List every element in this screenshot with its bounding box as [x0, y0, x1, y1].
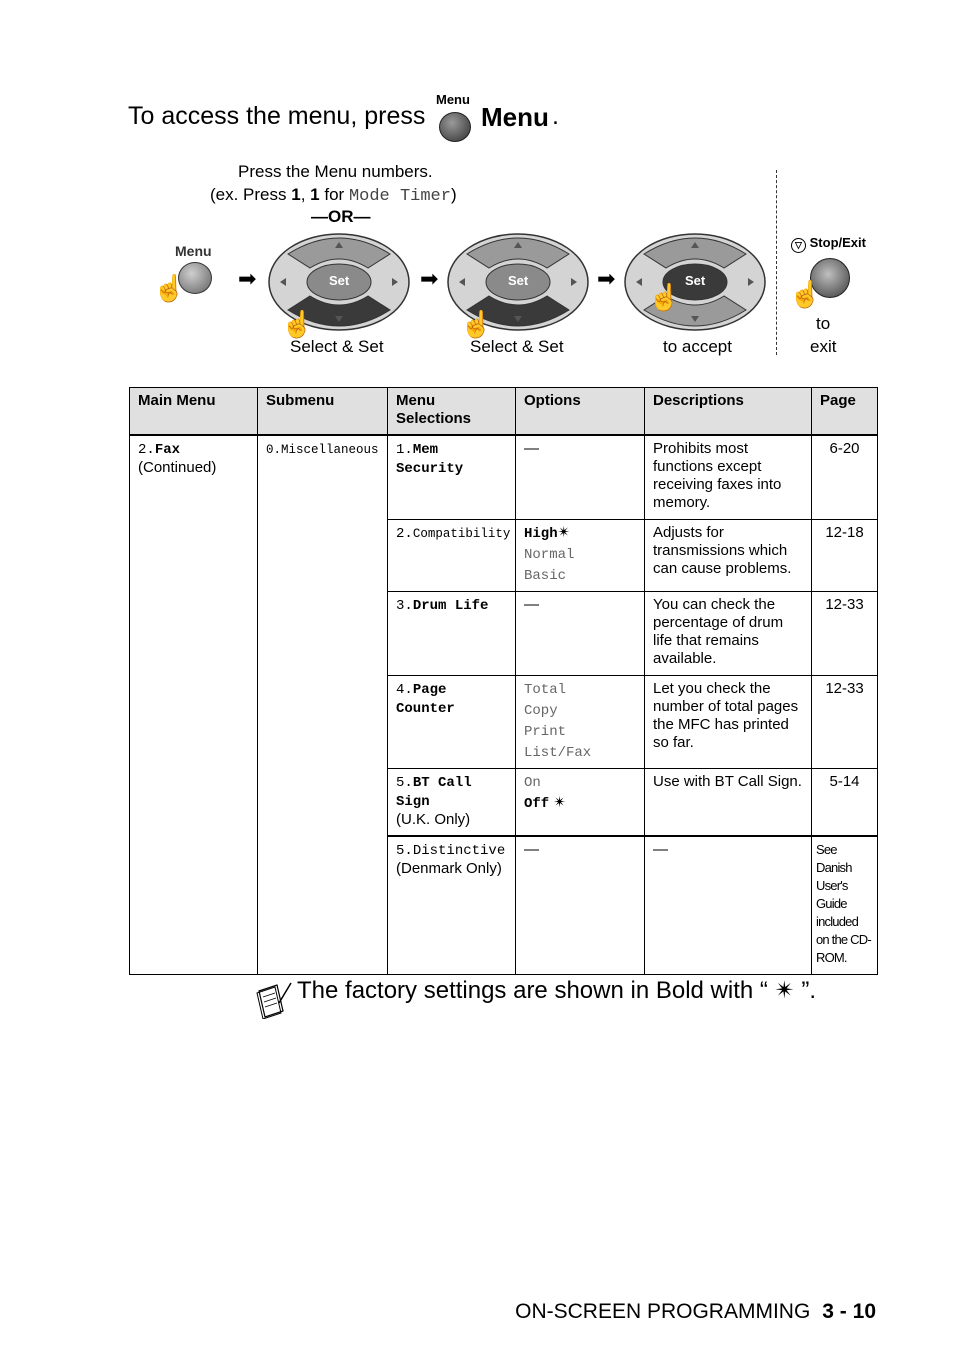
- default-star-icon: ✴: [553, 793, 566, 811]
- page-cell: 12-18: [812, 519, 878, 591]
- instruction-line-1: Press the Menu numbers.: [238, 162, 433, 181]
- option-dash: —: [524, 841, 539, 858]
- selection-name: Page Counter: [396, 681, 455, 717]
- caption-select-set-2: Select & Set: [470, 337, 564, 356]
- option-label: High: [524, 525, 558, 542]
- pointing-hand-icon: ☝: [153, 273, 186, 303]
- submenu-cell: [258, 435, 388, 974]
- arrow-right-icon: ➡: [238, 266, 257, 291]
- instruction-separator: ,: [300, 185, 311, 204]
- pointing-hand-icon: ☝: [281, 309, 314, 339]
- description-cell: —: [645, 836, 812, 974]
- page-cell: 5-14: [812, 768, 878, 836]
- main-menu-note: (Continued): [138, 459, 217, 476]
- header-submenu: Submenu: [258, 388, 388, 436]
- selection-number: 5.: [396, 774, 413, 791]
- option-label: Copy: [524, 702, 558, 719]
- pointing-hand-icon: ☝: [460, 309, 493, 339]
- footer-page-number: 3 - 10: [822, 1300, 876, 1323]
- option-label: Normal: [524, 546, 575, 563]
- selection-note: (U.K. Only): [396, 810, 471, 828]
- page-heading: [128, 102, 425, 131]
- heading-menu-word: Menu: [481, 102, 549, 132]
- selection-number: 1.: [396, 442, 413, 458]
- options-cell: [516, 768, 645, 836]
- main-menu-number: 2.: [138, 442, 155, 458]
- options-cell: [516, 675, 645, 768]
- option-default: [524, 524, 636, 545]
- options-cell: [516, 519, 645, 591]
- arrow-right-icon: ➡: [597, 266, 616, 291]
- selection-name: Mem Security: [396, 442, 464, 477]
- set-button-label: Set: [508, 273, 529, 288]
- option-label: Off: [524, 795, 550, 812]
- selection-cell: [388, 519, 516, 591]
- instruction-text: ): [450, 185, 457, 204]
- selection-number: 4.: [396, 681, 413, 698]
- page-cell: 12-33: [812, 591, 878, 675]
- menu-button-icon: [439, 112, 471, 142]
- header-options: Options: [516, 388, 645, 436]
- selection-cell: [388, 768, 516, 836]
- instruction-number: 1: [291, 185, 301, 204]
- stop-exit-text: Stop/Exit: [809, 235, 866, 250]
- header-page: Page: [812, 388, 878, 436]
- header-menu-selections: Menu Selections: [388, 388, 516, 436]
- default-star-icon: ✴: [557, 523, 571, 541]
- options-cell: [516, 836, 645, 974]
- instruction-line-2: [210, 185, 457, 206]
- instruction-text: (ex. Press: [210, 185, 292, 204]
- instruction-text: for: [319, 185, 349, 204]
- pointing-hand-icon: ☝: [789, 279, 822, 309]
- selection-cell: [388, 675, 516, 768]
- option-label: Print: [524, 723, 567, 740]
- caption-select-set-1: Select & Set: [290, 337, 384, 356]
- selection-name: Drum Life: [412, 597, 489, 614]
- selection-number: 3.: [396, 597, 413, 614]
- arrow-right-icon: ➡: [420, 266, 439, 291]
- selection-note: (Denmark Only): [396, 860, 502, 877]
- selection-name: Distinctive: [412, 843, 506, 859]
- table-header-row: [130, 388, 878, 436]
- description-cell: Let you check the number of total pages the MFC has printed so far.: [645, 675, 812, 768]
- menu-button-label: Menu: [175, 243, 212, 259]
- selection-number: 2.: [396, 525, 413, 542]
- submenu-name: Miscellaneous: [281, 443, 379, 457]
- heading-period: .: [552, 102, 559, 130]
- options-cell: [516, 435, 645, 519]
- option-dash: —: [524, 595, 539, 613]
- instruction-number: 1: [310, 185, 320, 204]
- menu-icon-label: Menu: [436, 92, 470, 107]
- set-button-label: Set: [329, 273, 350, 288]
- description-cell: Adjusts for transmissions which can cause problems.: [645, 519, 812, 591]
- page-cell: 6-20: [812, 435, 878, 519]
- or-label: —OR—: [311, 207, 371, 226]
- dashed-divider: [776, 170, 777, 355]
- page-cell: See Danish User's Guide included on the CD-ROM.: [812, 836, 878, 974]
- main-menu-name: Fax: [154, 442, 181, 458]
- option-label: Basic: [524, 567, 567, 584]
- submenu-number: 0.: [266, 443, 282, 457]
- footer-section-title: ON-SCREEN PROGRAMMING: [515, 1300, 811, 1323]
- pointing-hand-icon: ☝: [648, 282, 681, 312]
- note-icon: [255, 981, 293, 1019]
- stop-exit-label: [791, 235, 866, 253]
- option-dash: —: [524, 440, 539, 457]
- note-text: The factory settings are shown in Bold with “ ✴ ”.: [297, 977, 816, 1004]
- set-button-label: Set: [685, 273, 706, 288]
- header-descriptions: Descriptions: [645, 388, 812, 436]
- heading-prefix: To access the menu, press: [128, 102, 426, 130]
- selection-cell: [388, 435, 516, 519]
- caption-to: to: [816, 314, 831, 333]
- selection-cell: [388, 836, 516, 974]
- options-cell: [516, 591, 645, 675]
- table-row: [130, 435, 878, 519]
- description-cell: Use with BT Call Sign.: [645, 768, 812, 836]
- description-cell: Prohibits most functions except receiving faxes into memory.: [645, 435, 812, 519]
- page-cell: 12-33: [812, 675, 878, 768]
- instruction-mode-timer: Mode Timer: [348, 187, 451, 206]
- selection-name: BT Call Sign: [396, 774, 472, 810]
- selection-number: 5.: [396, 843, 413, 859]
- main-menu-cell: [130, 435, 258, 974]
- selection-name: Compatibility: [412, 526, 511, 541]
- header-main-menu: Main Menu: [130, 388, 258, 436]
- option-label: Total: [524, 681, 567, 698]
- option-default: [524, 794, 636, 815]
- stop-icon: ▽: [791, 238, 806, 253]
- page-footer: [515, 1300, 876, 1324]
- option-label: On: [524, 774, 541, 791]
- description-cell: You can check the percentage of drum life that remains available.: [645, 591, 812, 675]
- caption-to-accept: to accept: [663, 337, 732, 356]
- option-label: List/Fax: [524, 744, 592, 761]
- menu-table: [129, 387, 878, 975]
- caption-exit: exit: [810, 337, 837, 356]
- selection-cell: [388, 591, 516, 675]
